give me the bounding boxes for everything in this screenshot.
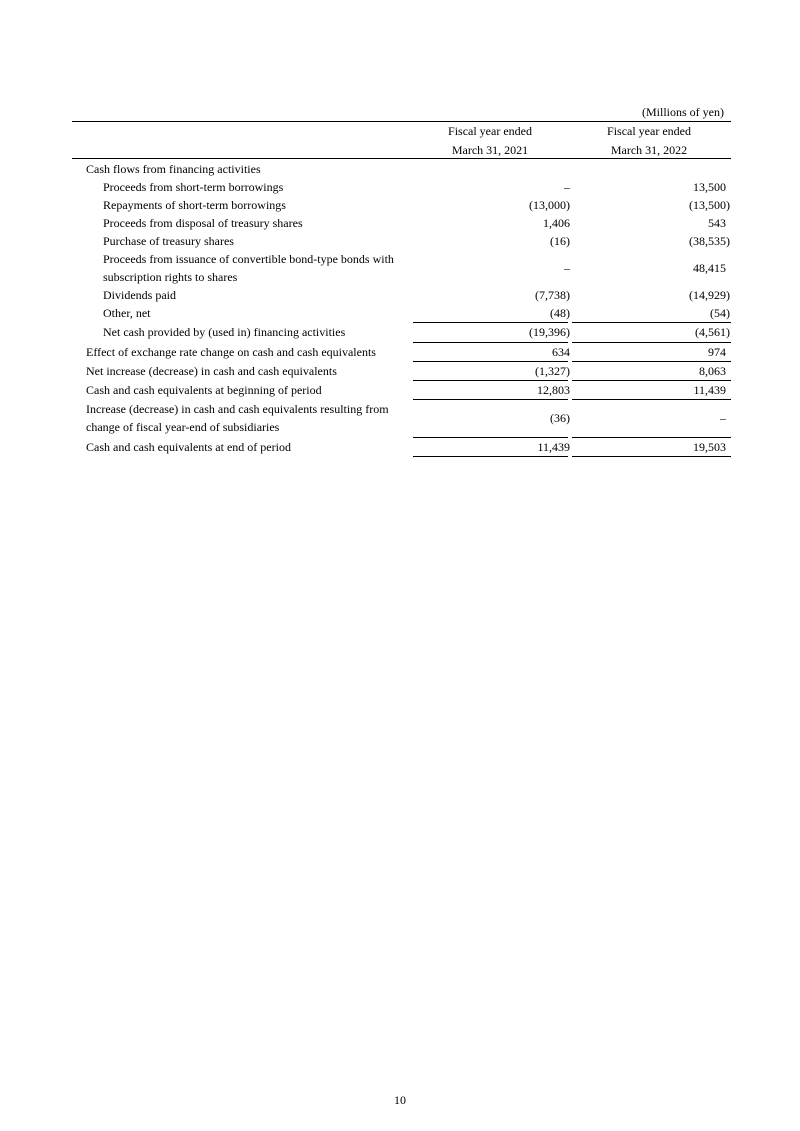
final-rule-2022	[572, 456, 731, 457]
value-2021: (7,738)	[535, 288, 570, 302]
row-label: Dividends paid	[103, 288, 176, 302]
table-row	[72, 400, 731, 436]
table-row	[72, 196, 731, 214]
table-row	[72, 214, 731, 232]
row-label: Net increase (decrease) in cash and cash equivalents	[86, 364, 337, 378]
value-2021: 1,406	[543, 216, 570, 230]
table-row	[72, 362, 731, 380]
units-label: (Millions of yen)	[642, 105, 724, 119]
table-row	[72, 438, 731, 456]
row-label: Cash and cash equivalents at beginning of period	[86, 383, 322, 397]
table-top-rule	[72, 121, 731, 122]
value-2021: (48)	[550, 306, 570, 320]
value-2021: (13,000)	[529, 198, 570, 212]
section-title-row	[72, 160, 731, 178]
row-label: Purchase of treasury shares	[103, 234, 234, 248]
value-2022: (13,500)	[689, 198, 730, 212]
column-header-2022-line2: March 31, 2022	[610, 143, 688, 157]
row-label: Increase (decrease) in cash and cash equivalents resulting from	[86, 402, 389, 416]
row-label: Cash and cash equivalents at end of period	[86, 440, 291, 454]
column-header-2021-line1: Fiscal year ended	[448, 124, 532, 138]
table-row	[72, 178, 731, 196]
value-2021: 11,439	[537, 440, 570, 454]
value-2022: 11,439	[693, 383, 726, 397]
value-2021: –	[564, 261, 570, 275]
row-label: Proceeds from disposal of treasury shares	[103, 216, 303, 230]
table-row	[72, 250, 731, 286]
value-2022: 974	[708, 345, 726, 359]
row-label: Proceeds from issuance of convertible bond-type bonds with	[103, 252, 394, 266]
row-label-continued: change of fiscal year-end of subsidiaries	[86, 420, 280, 434]
value-2022: (54)	[710, 306, 730, 320]
column-header-2021-line2: March 31, 2021	[451, 143, 529, 157]
value-2022: (38,535)	[689, 234, 730, 248]
value-2022: 48,415	[693, 261, 726, 275]
table-row	[72, 232, 731, 250]
table-row	[72, 381, 731, 399]
table-row	[72, 323, 731, 341]
column-header-2022-line1: Fiscal year ended	[607, 124, 691, 138]
value-2022: –	[720, 411, 726, 425]
value-2021: (19,396)	[529, 325, 570, 339]
value-2022: 13,500	[693, 180, 726, 194]
page-number: 10	[394, 1093, 406, 1107]
row-label: Effect of exchange rate change on cash and cash equivalents	[86, 345, 376, 359]
final-rule	[72, 456, 731, 457]
table-row	[72, 343, 731, 361]
value-2022: 19,503	[693, 440, 726, 454]
table-row	[72, 304, 731, 322]
value-2022: 8,063	[699, 364, 726, 378]
row-label: Net cash provided by (used in) financing activities	[103, 325, 346, 339]
value-2021: 12,803	[537, 383, 570, 397]
value-2021: 634	[552, 345, 570, 359]
row-label: Repayments of short-term borrowings	[103, 198, 286, 212]
value-2022: (14,929)	[689, 288, 730, 302]
section-title: Cash flows from financing activities	[86, 162, 261, 176]
row-label: Proceeds from short-term borrowings	[103, 180, 284, 194]
value-2022: (4,561)	[695, 325, 730, 339]
row-label: Other, net	[103, 306, 151, 320]
value-2021: (16)	[550, 234, 570, 248]
value-2021: –	[564, 180, 570, 194]
value-2021: (36)	[550, 411, 570, 425]
row-label-continued: subscription rights to shares	[103, 270, 238, 284]
value-2021: (1,327)	[535, 364, 570, 378]
table-row	[72, 286, 731, 304]
final-rule-2021	[413, 456, 568, 457]
header-bottom-rule	[72, 158, 731, 159]
value-2022: 543	[708, 216, 726, 230]
